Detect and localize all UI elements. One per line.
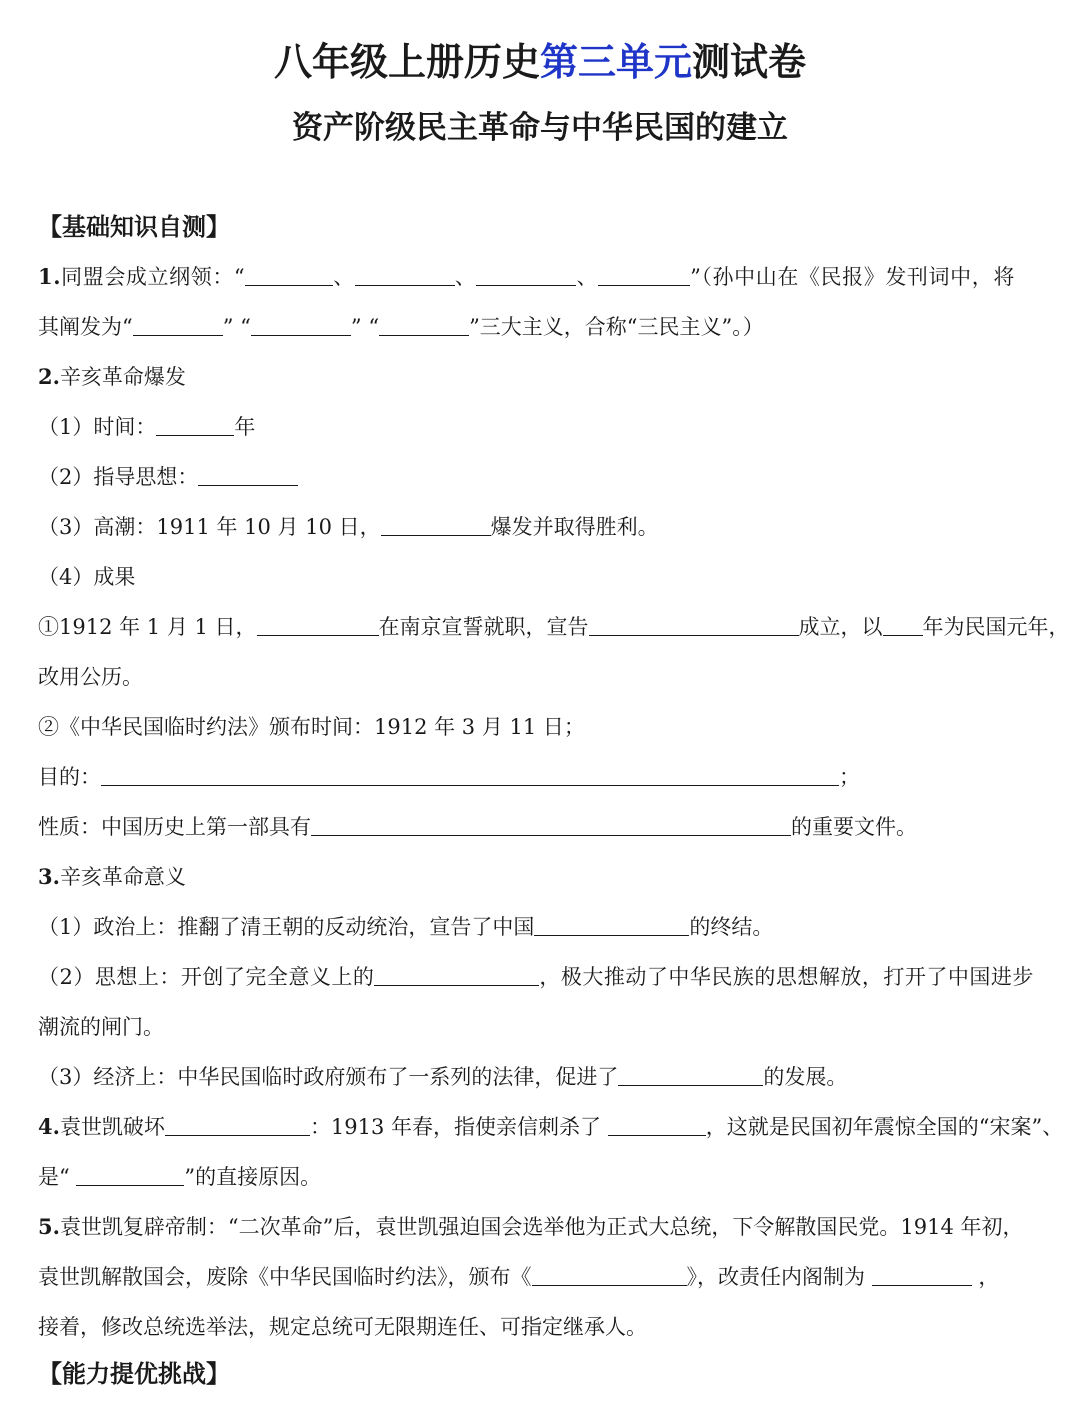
q3-p3-text: （3）经济上：中华民国临时政府颁布了一系列的法律，促进了 (38, 1065, 619, 1089)
q1-text-a: 同盟会成立纲领：“ (61, 265, 246, 289)
q3-number: 3. (38, 864, 60, 889)
q2-number: 2. (38, 364, 60, 389)
q1-sep-2: 、 (454, 265, 477, 289)
q3-p3-suffix: 的发展。 (763, 1065, 848, 1089)
q2-item-2 (38, 459, 1072, 495)
q2-item-4 (38, 559, 1072, 595)
q2-purpose (38, 759, 1072, 795)
q2-climax-text: （3）高潮：1911 年 10 月 10 日， (38, 515, 381, 539)
q2-nature-suffix: 的重要文件。 (791, 815, 917, 839)
q2-r1-text-c: 成立，以 (798, 615, 883, 639)
q3-title: 辛亥革命意义 (59, 865, 186, 889)
q4-text-e: ”的直接原因。 (184, 1165, 322, 1189)
q2-blank-person[interactable] (257, 611, 379, 636)
q2-blank-purpose[interactable] (101, 761, 839, 786)
title-pre: 八年级上册历史 (273, 40, 540, 84)
q2-blank-state[interactable] (589, 611, 799, 636)
q1-blank-4[interactable] (598, 261, 690, 286)
q2-results-label: （4）成果 (38, 565, 136, 589)
q3-heading (38, 859, 1072, 895)
q1-text-b: ”（孙中山在《民报》发刊词中，将 (690, 265, 1015, 289)
q5-text-b: 袁世凯解散国会，废除《中华民国临时约法》，颁布《 (38, 1265, 532, 1289)
q2-result-1 (38, 609, 1072, 645)
q3-item-2 (38, 959, 1072, 995)
q5-text-c: 》，改责任内阁制为 (686, 1265, 872, 1289)
q2-blank-thought[interactable] (198, 461, 298, 486)
q1-sep-3: 、 (576, 265, 599, 289)
q3-p1-suffix: 的终结。 (689, 915, 774, 939)
q3-p1-text: （1）政治上：推翻了清王朝的反动统治，宣告了中国 (38, 915, 535, 939)
q3-blank-thought[interactable] (374, 961, 539, 986)
q3-p2-cont: 潮流的闸门。 (38, 1015, 164, 1039)
q2-r1-text-e: 改用公历。 (38, 665, 143, 689)
q1-sep-1: 、 (333, 265, 355, 289)
q1-text-e: ” “ (350, 315, 380, 339)
section-heading-basic: 【基础知识自测】 (38, 213, 230, 241)
q4-blank-1[interactable] (165, 1111, 310, 1136)
q1-text-f: ”三大主义，合称“三民主义”。） (469, 315, 764, 339)
q4-blank-2[interactable] (608, 1111, 706, 1136)
q5-number: 5. (38, 1214, 60, 1239)
q5-text-a: 袁世凯复辟帝制：“二次革命”后，袁世凯强迫国会选举他为正式大总统，下令解散国民党。1914 年初， (59, 1215, 1024, 1239)
q1-blank-3[interactable] (476, 261, 576, 286)
page-title (0, 36, 1080, 88)
q2-year-suffix: 年 (234, 415, 256, 439)
q3-item-1 (38, 909, 1072, 945)
q5-blank-constitution[interactable] (532, 1261, 687, 1286)
q1-blank-6[interactable] (251, 311, 351, 336)
q5-line3 (38, 1309, 1072, 1345)
q4-text-c: ，这就是民国初年震惊全国的“宋案”、 (705, 1115, 1064, 1139)
title-accent: 第三单元 (539, 40, 692, 84)
q2-nature-label: 性质：中国历史上第一部具有 (38, 815, 311, 839)
q5-text-d: ， (971, 1265, 1000, 1289)
q1-blank-7[interactable] (379, 311, 469, 336)
q4-line1 (38, 1109, 1072, 1145)
q1-line2 (38, 309, 1072, 345)
q2-blank-uprising[interactable] (381, 511, 491, 536)
q3-blank-economy[interactable] (618, 1061, 763, 1086)
q1-line1 (38, 259, 1072, 295)
q4-blank-3[interactable] (76, 1161, 184, 1186)
q3-blank-political[interactable] (534, 911, 689, 936)
q4-text-d: 是“ (38, 1165, 77, 1189)
section-heading-challenge: 【能力提优挑战】 (38, 1360, 230, 1388)
q2-blank-year[interactable] (156, 411, 234, 436)
q2-r2-text: ②《中华民国临时约法》颁布时间：1912 年 3 月 11 日； (38, 715, 585, 739)
q2-blank-nature[interactable] (311, 811, 791, 836)
q5-blank-system[interactable] (872, 1261, 972, 1286)
q3-item-3 (38, 1059, 1072, 1095)
q2-thought-label: （2）指导思想： (38, 465, 199, 489)
q2-r1-text-b: 在南京宣誓就职，宣告 (378, 615, 589, 639)
q1-blank-5[interactable] (133, 311, 223, 336)
q2-purpose-label: 目的： (38, 765, 101, 789)
q2-climax-suffix: 爆发并取得胜利。 (490, 515, 659, 539)
q4-line2 (38, 1159, 1072, 1195)
q5-text-e: 接着，修改总统选举法，规定总统可无限期连任、可指定继承人。 (38, 1315, 647, 1339)
q1-blank-2[interactable] (355, 261, 455, 286)
q2-item-3 (38, 509, 1072, 545)
q5-line2 (38, 1259, 1072, 1295)
q2-nature (38, 809, 1072, 845)
q1-text-c: 其阐发为“ (38, 315, 133, 339)
q2-blank-era-year[interactable] (883, 611, 923, 636)
q2-title: 辛亥革命爆发 (59, 365, 186, 389)
q2-result-2 (38, 709, 1072, 745)
page-subtitle: 资产阶级民主革命与中华民国的建立 (292, 110, 788, 146)
q3-item-2-cont (38, 1009, 1072, 1045)
q1-number: 1. (38, 264, 62, 289)
q1-text-d: ” “ (222, 315, 251, 339)
q3-p2-suffix: ，极大推动了中华民族的思想解放，打开了中国进步 (539, 965, 1034, 989)
q4-text-a: 袁世凯破坏 (59, 1115, 165, 1139)
q2-result-1-cont (38, 659, 1072, 695)
q4-text-b: ：1913 年春，指使亲信刺杀了 (309, 1115, 608, 1139)
q2-item-1 (38, 409, 1072, 445)
title-post: 测试卷 (692, 40, 807, 84)
q5-line1 (38, 1209, 1072, 1245)
q2-purpose-end: ； (839, 765, 860, 789)
q2-heading (38, 359, 1072, 395)
q2-r1-text-a: ①1912 年 1 月 1 日， (38, 615, 257, 639)
q4-number: 4. (38, 1114, 60, 1139)
q2-time-label: （1）时间： (38, 415, 157, 439)
q3-p2-text: （2）思想上：开创了完全意义上的 (38, 965, 375, 989)
q2-r1-text-d: 年为民国元年， (922, 615, 1070, 639)
q1-blank-1[interactable] (245, 261, 333, 286)
